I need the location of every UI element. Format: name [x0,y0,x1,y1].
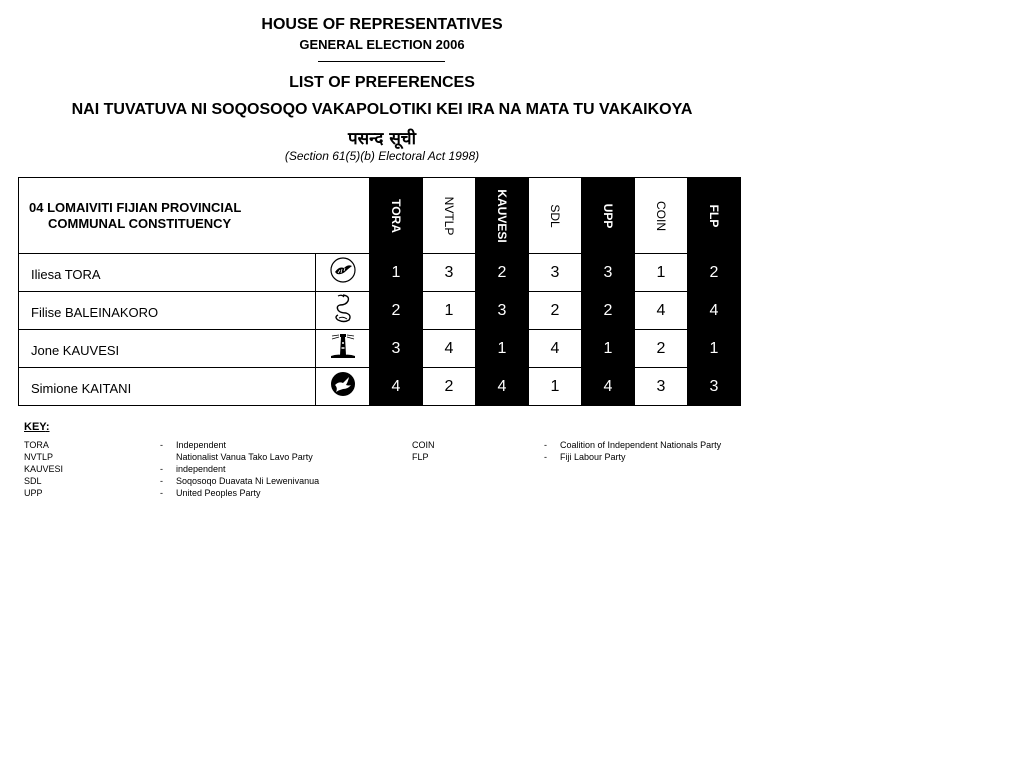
key-desc: Soqosoqo Duavata Ni Lewenivanua [176,476,320,486]
preferences-table [18,177,741,406]
preference-cell: 1 [582,330,635,368]
preference-cell: 1 [635,254,688,292]
key-desc: Independent [176,440,227,450]
candidate-row [19,330,741,368]
key-desc: Nationalist Vanua Tako Lavo Party [176,452,313,462]
preference-cell: 1 [370,254,423,292]
key-abbr: NVTLP [24,452,54,462]
preference-cell: 4 [582,368,635,406]
party-header-label: SDL [548,203,562,228]
party-header-label: FLP [707,204,721,227]
section-reference: (Section 61(5)(b) Electoral Act 1998) [284,149,480,163]
party-header-nvtlp [423,178,476,254]
preference-cell: 2 [582,292,635,330]
key-dash: - [160,464,163,474]
hindi-title: पसन्द सूची [347,129,417,149]
list-title: LIST OF PREFERENCES [289,74,475,91]
key-abbr: COIN [412,440,435,450]
preference-cell: 2 [370,292,423,330]
preference-cell: 3 [529,254,582,292]
preference-cell: 1 [688,330,741,368]
document-subtitle: GENERAL ELECTION 2006 [299,37,465,52]
bird-emblem-icon [316,254,370,292]
preference-cell: 3 [688,368,741,406]
preference-cell: 4 [529,330,582,368]
candidate-row [19,292,741,330]
preference-cell: 4 [370,368,423,406]
fijian-title: NAI TUVATUVA NI SOQOSOQO VAKAPOLOTIKI KEI IRA NA MATA TU VAKAIKOYA [71,101,693,118]
key-desc: Coalition of Independent Nationals Party [560,440,722,450]
party-header-flp [688,178,741,254]
candidate-name: Simione KAITANI [19,368,316,406]
key-desc: Fiji Labour Party [560,452,626,462]
preference-cell: 3 [423,254,476,292]
party-header-label: NVTLP [442,196,456,235]
preference-cell: 3 [476,292,529,330]
key-desc: independent [176,464,226,474]
party-header-label: KAUVESI [495,188,509,243]
party-header-upp [582,178,635,254]
key-dash: - [544,452,547,462]
title-divider [318,61,445,62]
key-abbr: FLP [412,452,429,462]
preference-cell: 2 [423,368,476,406]
table-header-row [19,178,741,254]
document-title: HOUSE OF REPRESENTATIVES [261,16,503,33]
preference-cell: 2 [529,292,582,330]
preference-cell: 2 [476,254,529,292]
hook-figure-icon [316,292,370,330]
preference-cell: 1 [423,292,476,330]
key-dash: - [544,440,547,450]
preference-cell: 3 [635,368,688,406]
key-dash: - [160,488,163,498]
preference-cell: 4 [688,292,741,330]
key-title: KEY: [24,421,50,433]
key-abbr: SDL [24,476,42,486]
preference-cell: 2 [688,254,741,292]
party-header-label: COIN [654,200,668,231]
preference-cell: 4 [635,292,688,330]
constituency-line-1: 04 LOMAIVITI FIJIAN PROVINCIAL [29,199,242,215]
key-abbr: KAUVESI [24,464,64,474]
party-header-coin [635,178,688,254]
preference-cell: 4 [423,330,476,368]
candidate-name: Iliesa TORA [19,254,316,292]
preference-cell: 3 [370,330,423,368]
preference-cell: 3 [582,254,635,292]
key-desc: United Peoples Party [176,488,261,498]
preference-cell: 1 [529,368,582,406]
key-dash: - [160,440,163,450]
party-header-label: UPP [601,203,615,228]
candidate-name: Jone KAUVESI [19,330,316,368]
candidate-row [19,254,741,292]
party-header-sdl [529,178,582,254]
key-abbr: TORA [24,440,49,450]
candidate-row [19,368,741,406]
candidate-name: Filise BALEINAKORO [19,292,316,330]
party-header-tora [370,178,423,254]
preference-cell: 4 [476,368,529,406]
preference-cell: 2 [635,330,688,368]
constituency-line-2: COMMUNAL CONSTITUENCY [48,215,232,231]
preference-cell: 1 [476,330,529,368]
party-header-kauvesi [476,178,529,254]
lighthouse-icon [316,330,370,368]
key-dash: - [160,476,163,486]
dove-icon [316,368,370,406]
constituency-name [19,178,370,254]
party-header-label: TORA [389,198,403,233]
key-abbr: UPP [24,488,43,498]
